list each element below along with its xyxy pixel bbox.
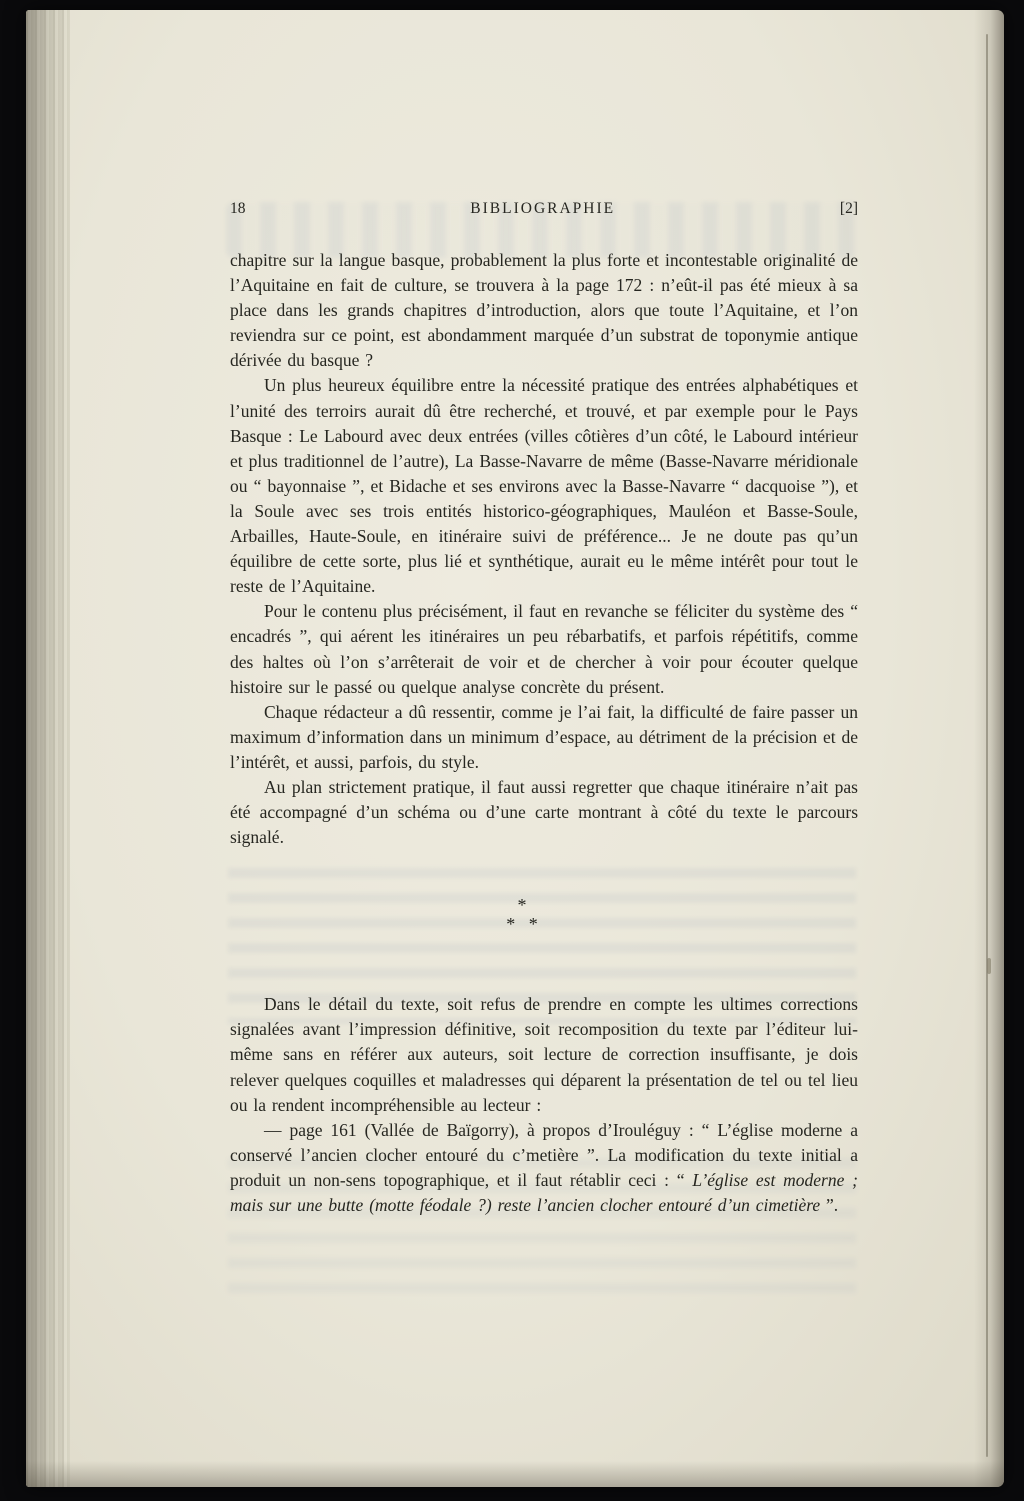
paragraph: Chaque rédacteur a dû ressentir, comme je l’ai fait, la difficulté de faire passer un maximum d’information dans un minimum d’espace, au détriment de la précision et de l’intérêt, et aussi, parfois, du style.	[230, 701, 858, 772]
running-header	[230, 200, 858, 218]
page-right-edge	[974, 10, 1004, 1487]
asterisk-line-2: * *	[506, 914, 538, 935]
body-text	[230, 248, 858, 1218]
erratum-lead: — page 161 (Vallée de Baïgorry), à propos d’Irouléguy : “ L’église moderne a conservé l’ancien clocher entouré du c’metière ”. La modification du texte initial a produit un non-sens topographique, et il faut rétablir ceci : “	[230, 1119, 858, 1190]
running-title: BIBLIOGRAPHIE	[470, 200, 616, 217]
book-spine-page-edges	[26, 10, 70, 1487]
erratum-italic-quote: L’église est moderne ; mais sur une butte (motte féodale ?) reste l’ancien clocher entouré d’un cimetière	[230, 1169, 858, 1215]
book-page	[26, 10, 1004, 1487]
paragraph: Pour le contenu plus précisément, il faut en revanche se féliciter du système des “ encadrés ”, qui aérent les itinéraires un peu rébarbatifs, et parfois répétitifs, comme des haltes où l’on s’arrêterait de voir et de chercher à voir pour écouter quelque histoire sur le passé ou quelque analyse concrète du présent.	[230, 601, 858, 697]
page-bottom-shadow	[26, 1461, 1004, 1487]
paragraph: Un plus heureux équilibre entre la nécessité pratique des entrées alphabétiques et l’unité des terroirs aurait dû être recherché, et trouvé, et par exemple pour le Pays Basque : Le Labourd avec deux entrées (villes côtières d’un côté, le Labourd intérieur et plus traditionnel de l’autre), La Basse-Navarre de même (Basse-Navarre méridionale ou “ bayonnaise ”, et Bidache et ses environs avec la Basse-Navarre “ dacquoise ”), et la Soule avec ses trois entités historico-géographiques, Mauléon et Basse-Soule, Arbailles, Haute-Soule, en itinéraire suivi de préférence... Je ne doute pas qu’un équilibre de cette sorte, plus lié et synthétique, aurait eu le même intérêt pour tout le reste de l’Aquitaine.	[230, 375, 858, 597]
paragraph: Dans le détail du texte, soit refus de prendre en compte les ultimes corrections signalées avant l’impression définitive, soit recomposition du texte par l’éditeur lui-même sans en référer aux auteurs, soit lecture de correction insuffisante, je dois relever quelques coquilles et maladresses qui déparent la présentation de tel ou tel lieu ou la rendent incompréhensible au lecteur :	[230, 994, 858, 1115]
bracket-reference: [2]	[839, 200, 858, 217]
page-content	[230, 200, 858, 1218]
asterisk-line-1: *	[517, 895, 527, 916]
page-edge-line	[986, 34, 988, 1457]
binding-stitch-mark	[987, 958, 991, 974]
erratum-tail: ”.	[820, 1195, 839, 1215]
erratum-paragraph	[230, 1118, 858, 1218]
paragraph: Au plan strictement pratique, il faut aussi regretter que chaque itinéraire n’ait pas été accompagné d’un schéma ou d’une carte montrant à côté du texte le parcours signalé.	[230, 776, 858, 848]
asterisk-separator	[208, 896, 836, 934]
paragraph-continuation: chapitre sur la langue basque, probablement la plus forte et incontestable originalité de l’Aquitaine en fait de culture, se trouvera à la page 172 : n’eût-il pas été mieux à sa place dans les grands chapitres d’introduction, alors que toute l’Aquitaine, et l’on reviendra sur ce point, est abondamment marquée d’un substrat de toponymie antique dérivée du basque ?	[230, 250, 858, 371]
page-number: 18	[230, 200, 246, 217]
